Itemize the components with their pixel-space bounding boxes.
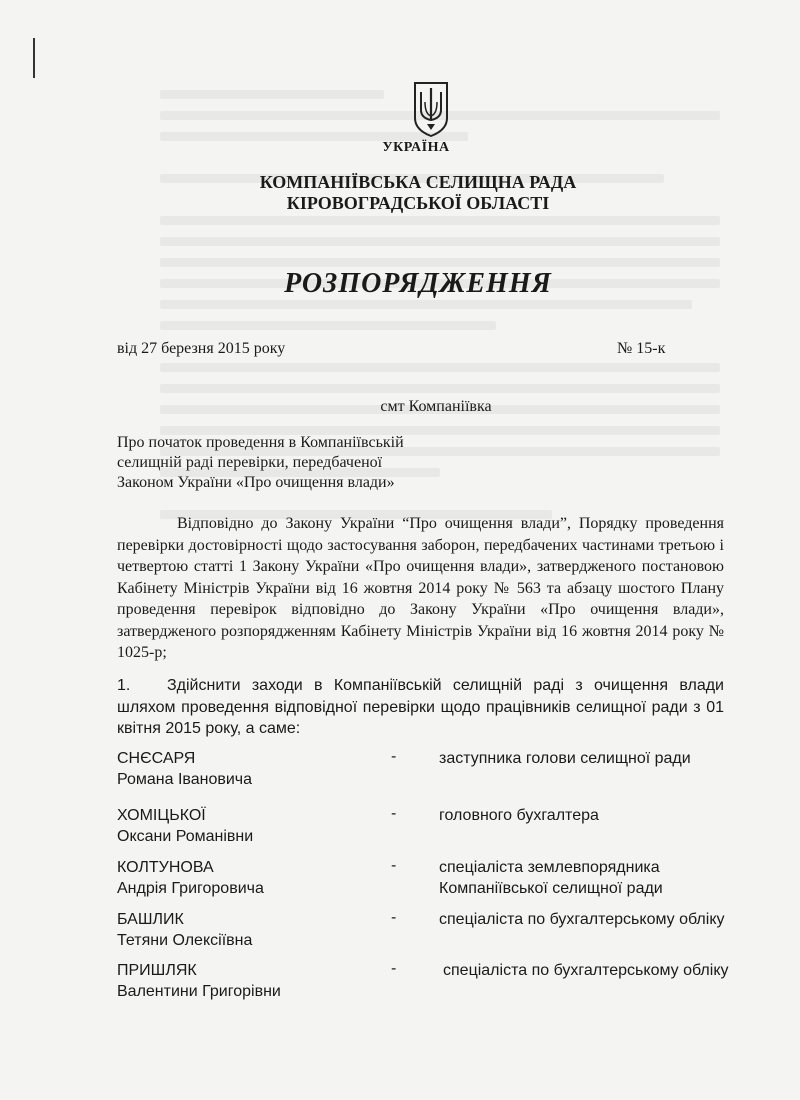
country-name: УКРАЇНА — [382, 140, 450, 155]
staff-position — [439, 857, 663, 899]
staff-position — [439, 748, 691, 769]
subject-line: селищній раді перевірки, передбаченої — [117, 454, 383, 471]
trident-emblem-icon — [412, 80, 450, 138]
point-text: Здійснити заходи в Компаніївській селищній раді з очищення влади шляхом проведення відповідної перевірки щодо працівників селищної ради з 01 квітня 2015 року, а саме: — [117, 677, 724, 737]
staff-position-line: Компаніївської селищної ради — [439, 880, 663, 897]
staff-given-name: Оксани Романівни — [117, 828, 254, 845]
council-name — [0, 172, 800, 214]
staff-position-line: головного бухгалтера — [439, 807, 599, 824]
document-place: смт Компаніївка — [380, 398, 492, 415]
staff-position-line: спеціаліста землевпорядника — [439, 859, 660, 876]
staff-given-name: Андрія Григоровича — [117, 880, 264, 897]
staff-given-name: Романа Івановича — [117, 771, 253, 788]
council-region-line: КІРОВОГРАДСЬКОЇ ОБЛАСТІ — [286, 193, 550, 213]
staff-name — [117, 805, 253, 847]
staff-surname: ПРИШЛЯК — [117, 962, 197, 979]
staff-surname: СНЄСАРЯ — [117, 750, 196, 767]
subject-line: Законом України «Про очищення влади» — [117, 474, 395, 491]
staff-name — [117, 909, 252, 951]
staff-surname: ХОМІЦЬКОЇ — [117, 807, 206, 824]
document-date: від 27 березня 2015 року — [117, 340, 286, 357]
staff-dash: - — [391, 857, 397, 874]
staff-position-line: заступника голови селищної ради — [439, 750, 691, 767]
subject-line: Про початок проведення в Компаніївській — [117, 434, 404, 451]
staff-row — [117, 857, 737, 909]
staff-position-line: спеціаліста по бухгалтерському обліку — [439, 911, 725, 928]
staff-position — [439, 805, 599, 826]
staff-dash: - — [391, 960, 397, 977]
staff-row — [117, 805, 737, 857]
staff-position-line: спеціаліста по бухгалтерському обліку — [443, 962, 729, 979]
document-subject — [117, 433, 477, 493]
staff-given-name: Валентини Григорівни — [117, 983, 281, 1000]
preamble-paragraph: Відповідно до Закону України “Про очищення влади”, Порядку проведення перевірки достовірності щодо застосування заборон, передбачених частинами третьою і четвертою статті 1 Закону України «Про очищення влади», затвердженого постановою Кабінету Міністрів України від 16 жовтня 2014 року № 563 та абзацу шостого Плану проведення перевірок відповідно до Закону України «Про очищення влади», затвердженого розпорядженням Кабінету Міністрів України від 16 жовтня 2014 року № 1025-р; — [117, 515, 724, 661]
document-number: № 15-к — [617, 340, 666, 357]
staff-row — [117, 960, 737, 1012]
staff-given-name: Тетяни Олексіївна — [117, 932, 253, 949]
staff-surname: КОЛТУНОВА — [117, 859, 214, 876]
staff-name — [117, 857, 264, 899]
staff-list — [117, 748, 737, 1012]
document-title: РОЗПОРЯДЖЕННЯ — [284, 268, 552, 299]
staff-name — [117, 748, 252, 790]
staff-position — [443, 960, 729, 981]
point-1 — [117, 675, 724, 740]
council-name-line: КОМПАНІЇВСЬКА СЕЛИЩНА РАДА — [259, 172, 577, 192]
staff-row — [117, 748, 737, 805]
margin-mark — [33, 38, 35, 78]
staff-row — [117, 909, 737, 960]
staff-dash: - — [391, 909, 397, 926]
staff-position — [439, 909, 725, 930]
staff-dash: - — [391, 805, 397, 822]
staff-surname: БАШЛИК — [117, 911, 184, 928]
staff-dash: - — [391, 748, 397, 765]
point-number: 1. — [117, 677, 131, 694]
staff-name — [117, 960, 281, 1002]
